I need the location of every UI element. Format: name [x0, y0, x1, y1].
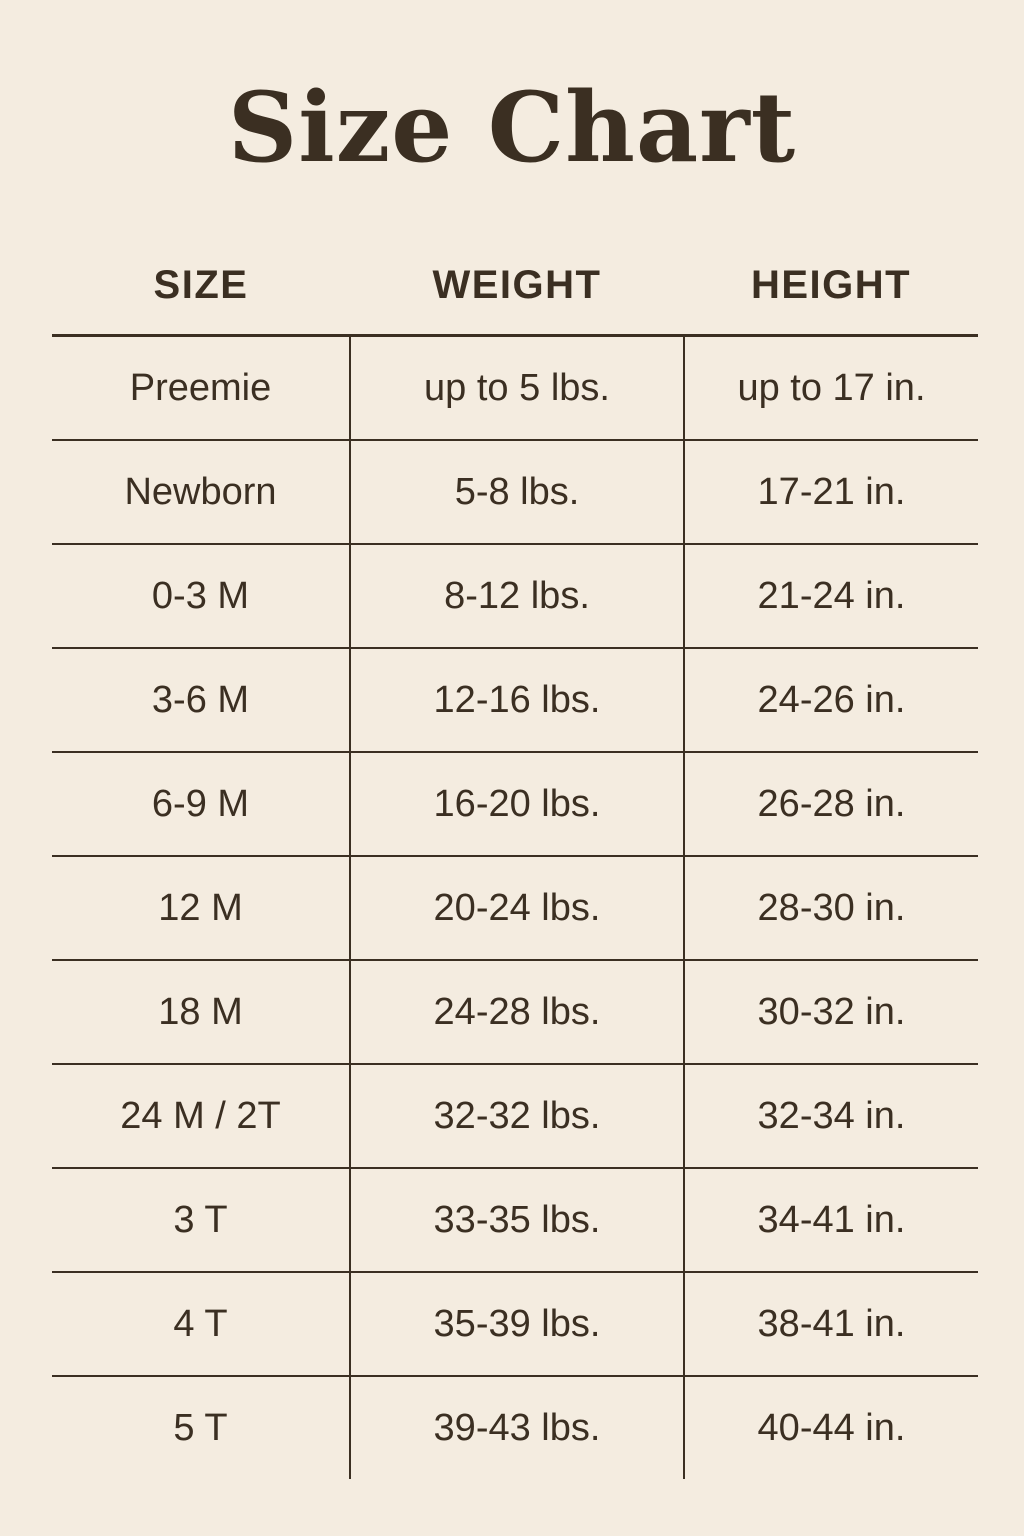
cell-height: 34-41 in.	[684, 1168, 978, 1272]
column-header-weight: WEIGHT	[350, 262, 684, 336]
cell-size: 24 M / 2T	[52, 1064, 350, 1168]
cell-weight: 8-12 lbs.	[350, 544, 684, 648]
cell-size: 3 T	[52, 1168, 350, 1272]
cell-size: 5 T	[173, 1406, 228, 1449]
cell-weight: 12-16 lbs.	[350, 648, 684, 752]
table-row	[52, 1168, 978, 1272]
table-body	[52, 336, 978, 1480]
cell-height: 26-28 in.	[684, 752, 978, 856]
page-title: Size Chart	[227, 71, 797, 184]
column-header-size: SIZE	[52, 262, 350, 336]
cell-weight: 16-20 lbs.	[350, 752, 684, 856]
cell-height: up to 17 in.	[684, 336, 978, 441]
table-row	[52, 648, 978, 752]
cell-weight: 35-39 lbs.	[350, 1272, 684, 1376]
table-row	[52, 752, 978, 856]
cell-height: 21-24 in.	[684, 544, 978, 648]
cell-size: 4 T	[52, 1272, 350, 1376]
cell-height: 28-30 in.	[684, 856, 978, 960]
cell-weight: 5-8 lbs.	[350, 440, 684, 544]
cell-weight: up to 5 lbs.	[350, 336, 684, 441]
cell-height: 30-32 in.	[684, 960, 978, 1064]
cell-height: 17-21 in.	[684, 440, 978, 544]
table-row	[52, 336, 978, 441]
cell-weight: 33-35 lbs.	[350, 1168, 684, 1272]
cell-weight: 39-43 lbs.	[350, 1376, 684, 1479]
cell-size: 0-3 M	[52, 544, 350, 648]
cell-height: 40-44 in.	[757, 1406, 906, 1449]
table-row	[52, 1272, 978, 1376]
column-header-height: HEIGHT	[684, 262, 978, 336]
cell-height: 32-34 in.	[684, 1064, 978, 1168]
cell-size: 6-9 M	[52, 752, 350, 856]
cell-size: 18 M	[52, 960, 350, 1064]
cell-size: Newborn	[52, 440, 350, 544]
cell-height: 38-41 in.	[684, 1272, 978, 1376]
table-row	[52, 960, 978, 1064]
cell-size: 12 M	[52, 856, 350, 960]
cell-height: 24-26 in.	[684, 648, 978, 752]
table-header	[52, 262, 978, 336]
size-chart-table	[52, 262, 978, 1479]
cell-size: Preemie	[52, 336, 350, 441]
cell-size: 3-6 M	[52, 648, 350, 752]
table-row	[52, 440, 978, 544]
cell-weight: 20-24 lbs.	[350, 856, 684, 960]
table-row	[52, 1376, 978, 1479]
cell-weight: 24-28 lbs.	[350, 960, 684, 1064]
cell-weight: 32-32 lbs.	[350, 1064, 684, 1168]
table-row	[52, 856, 978, 960]
table-row	[52, 544, 978, 648]
table-row	[52, 1064, 978, 1168]
table-header-row	[52, 262, 978, 336]
